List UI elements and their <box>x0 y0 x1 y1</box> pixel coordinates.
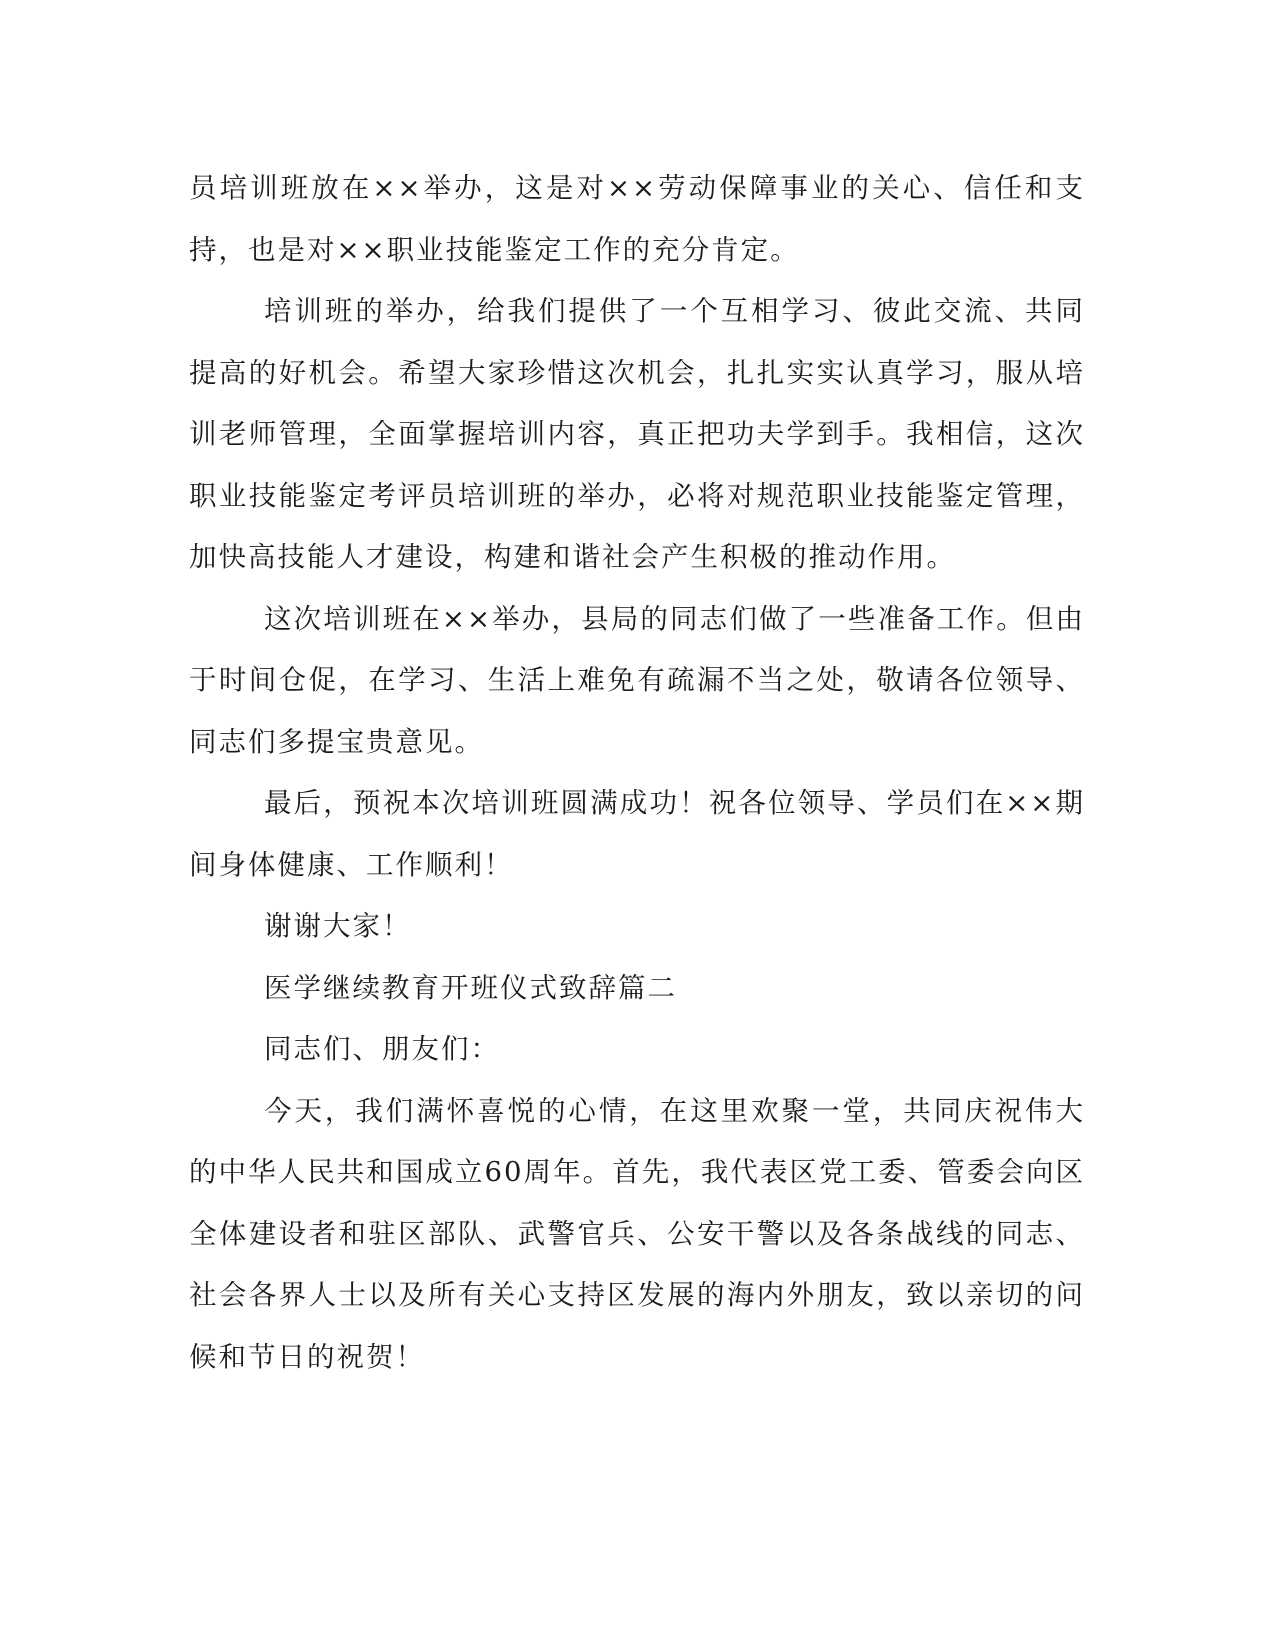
document-body <box>189 158 1085 1388</box>
paragraph-closing-wishes: 最后，预祝本次培训班圆满成功！祝各位领导、学员们在××期间身体健康、工作顺利！ <box>189 787 1085 881</box>
paragraph-training-opportunity: 培训班的举办，给我们提供了一个互相学习、彼此交流、共同提高的好机会。希望大家珍惜这次机会，扎扎实实认真学习，服从培训老师管理，全面掌握培训内容，真正把功夫学到手。我相信，这次职业技能鉴定考评员培训班的举办，必将对规范职业技能鉴定管理，加快高技能人才建设，构建和谐社会产生积极的推动作用。 <box>189 295 1085 573</box>
section-heading: 医学继续教育开班仪式致辞篇二 <box>264 971 677 1004</box>
salutation: 同志们、朋友们： <box>264 1033 500 1065</box>
paragraph-preparation-note: 这次培训班在××举办，县局的同志们做了一些准备工作。但由于时间仓促，在学习、生活上难免有疏漏不当之处，敬请各位领导、同志们多提宝贵意见。 <box>189 602 1085 758</box>
paragraph-continuation: 员培训班放在××举办，这是对××劳动保障事业的关心、信任和支持，也是对××职业技能鉴定工作的充分肯定。 <box>189 172 1085 266</box>
paragraph-thanks: 谢谢大家！ <box>264 910 412 942</box>
paragraph-celebration: 今天，我们满怀喜悦的心情，在这里欢聚一堂，共同庆祝伟大的中华人民共和国成立60周年。首先，我代表区党工委、管委会向区全体建设者和驻区部队、武警官兵、公安干警以及各条战线的同志、社会各界人士以及所有关心支持区发展的海内外朋友，致以亲切的问候和节日的祝贺！ <box>189 1094 1085 1373</box>
